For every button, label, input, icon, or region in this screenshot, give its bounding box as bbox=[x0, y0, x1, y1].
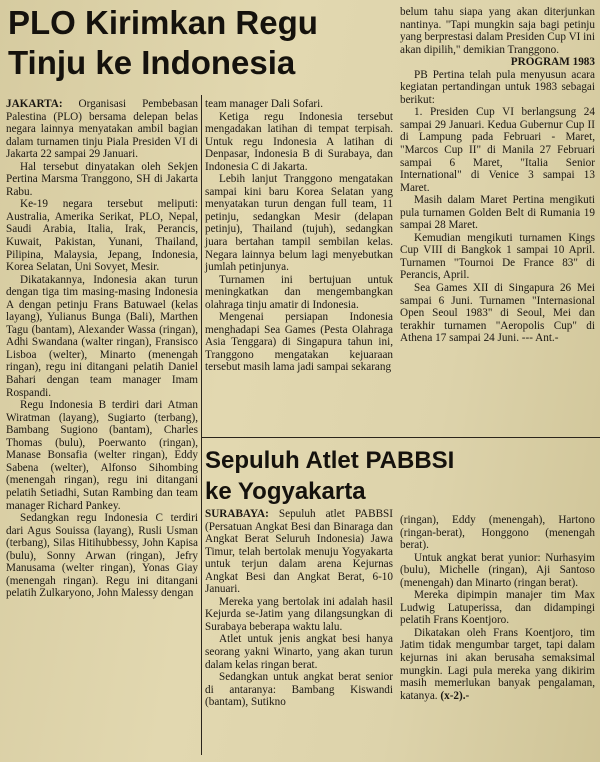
paragraph: PB Pertina telah pula menyusun acara kegiatan pertandingan untuk 1983 sebagai berikut: bbox=[400, 68, 595, 106]
article-2-column-2 bbox=[400, 514, 595, 702]
article-1-column-1 bbox=[6, 98, 198, 600]
paragraph: Dikatakannya, Indonesia akan turun dengan tiga tim masing-masing Indonesia A dengan petinju Frans Batuwael (kelas layang), Yulianus Bunga (Bali), Marthen Tagu (bantam), Alexander Wassa (ringan), Adhi Swandana (walter ringan), Fransisco Lisboa (welter), Minarto (menengah ringan), regu ini ditangani pelatih Daniel Bahari dengan team manager Imam Rospandi. bbox=[6, 273, 198, 399]
subheading-program: PROGRAM 1983 bbox=[510, 56, 595, 69]
article-2-column-1 bbox=[205, 508, 393, 709]
paragraph: Regu Indonesia B terdiri dari Atman Wiratman (layang), Sugiarto (terbang), Bambang Sugiono (bantam), Charles Thomas (bulu), Poerwanto (ringan), Manase Bonsafia (welter ringan), Eddy Sabena (welter), Alfonso Sihombing (menengah ringan), regu ini ditangani pelatih Setiadhi, Sutan Rambing dan team manager Richard Pankey. bbox=[6, 399, 198, 512]
article-1-column-3 bbox=[400, 6, 595, 345]
paragraph: Masih dalam Maret Pertina mengikuti pula turnamen Golden Belt di Rumania 19 sampai 28 Maret. bbox=[400, 194, 595, 232]
paragraph: Sea Games XII di Singapura 26 Mei sampai 6 Juni. Turnamen "Internasional Open Seoul 1983" di Seoul, Mei dan terakhir turnamen "Aeropolis Cup" di Athena 17 sampai 24 Juni. --- Ant.- bbox=[400, 282, 595, 345]
headline-2-line-1: Sepuluh Atlet PABBSI bbox=[205, 447, 455, 474]
paragraph: Atlet untuk jenis angkat besi hanya seorang yakni Winarto, yang akan turun dalam kelas ringan berat. bbox=[205, 633, 393, 671]
end-mark: (x-2).- bbox=[440, 689, 470, 702]
dateline: JAKARTA: bbox=[6, 98, 63, 110]
column-divider bbox=[201, 95, 202, 755]
paragraph bbox=[400, 627, 595, 702]
headline-1-line-1: PLO Kirimkan Regu bbox=[8, 4, 318, 41]
paragraph bbox=[6, 98, 198, 161]
paragraph: 1. Presiden Cup VI berlangsung 24 sampai 29 Januari. Kedua Gubernur Cup II di Lampung pada Februari - Maret, "Marcos Cup II" di Manila 27 Februari sampai 6 Maret, "Italia Senior International" di Venice 3 sampai 13 Maret. bbox=[400, 106, 595, 194]
paragraph: Mereka dipimpin manajer tim Max Ludwig Latuperissa, dan didampingi pelatih Frans Koentjoro. bbox=[400, 589, 595, 627]
headline-2-line-2: ke Yogyakarta bbox=[205, 478, 366, 505]
paragraph: (ringan), Eddy (menengah), Hartono (ringan-berat), Honggono (menengah berat). bbox=[400, 514, 595, 552]
article-1-column-2 bbox=[205, 98, 393, 374]
paragraph: Sedangkan regu Indonesia C terdiri dari Agus Souissa (layang), Rusli Usman (terbang), Silas Hitihubbessy, John Kapisa (bulu), Sonny Arwan (ringan), Jefry Manusama (welter ringan), Yonas Giay (menengah ringan). Regu ini ditangani pelatih Zulkaryono, John Malessy dengan bbox=[6, 512, 198, 600]
paragraph: team manager Dali Sofari. bbox=[205, 98, 324, 110]
paragraph: Mengenai persiapan Indonesia menghadapi Sea Games (Pesta Olahraga Asia Tenggara) di Singapura tahun ini, Tranggono mengatakan kejuaraan tersebut masih lama jadi sampai sekarang bbox=[205, 311, 393, 374]
paragraph: Kemudian mengikuti turnamen Kings Cup VIII di Bangkok 1 sampai 10 April. Turnamen "Tournoi De France 83" di Perancis, April. bbox=[400, 231, 595, 282]
paragraph: Untuk angkat berat yunior: Nurhasyim (bulu), Michelle (ringan), Aji Santoso (menengah) dan Minarto (ringan berat). bbox=[400, 551, 595, 589]
paragraph-text: Sepuluh atlet PABBSI (Persatuan Angkat Besi dan Binaraga dan Angkat Berat Seluruh Indonesia) Jawa Timur, telah bertolak menuju Yogyakarta untuk terjun dalam arena Kejurnas Angkat Besi dan Angkat Berat, 6-10 Januari. bbox=[205, 508, 393, 596]
paragraph: Turnamen ini bertujuan untuk meningkatkan dan mengembangkan olahraga tinju amatir di Indonesia. bbox=[205, 273, 393, 311]
headline-1-line-2: Tinju ke Indonesia bbox=[8, 44, 296, 81]
paragraph: Hal tersebut dinyatakan oleh Sekjen Pertina Marsma Tranggono, SH di Jakarta Rabu. bbox=[6, 160, 198, 198]
paragraph: Ketiga regu Indonesia tersebut mengadakan latihan di tempat terpisah. Untuk regu Indonesia A latihan di Denpasar, Indonesia B di Surabaya, dan Indonesia C di Jakarta. bbox=[205, 110, 393, 173]
paragraph-text: Dikatakan oleh Frans Koentjoro, tim Jatim tidak mengumbar target, tapi dalam kejurnas ini akan berusaha semaksimal mungkin. Lagi pula mereka yang dikirim masih memerlukan banyak pengalaman, katanya. bbox=[400, 626, 595, 702]
paragraph bbox=[205, 508, 393, 596]
paragraph: Mereka yang bertolak ini adalah hasil Kejurda se-Jatim yang dilangsungkan di Surabaya beberapa waktu lalu. bbox=[205, 595, 393, 633]
paragraph: Lebih lanjut Tranggono mengatakan sampai kini baru Korea Selatan yang menyatakan turun dengan full team, 11 petinju, sedangkan Mesir (delapan petinju), Thailand (tujuh), sedangkan juara bertahan tampil sembilan kelas. Negara lainnya belum lagi menyebutkan jumlah petinjunya. bbox=[205, 173, 393, 274]
paragraph-text: Organisasi Pembebasan Palestina (PLO) bersama delepan belas negara lainnya menyatakan ambil bagian dalam turnamen tinju Piala Presiden VI di Jakarta 22 sampai 29 Januari. bbox=[6, 98, 198, 161]
paragraph: Sedangkan untuk angkat berat senior di antaranya: Bambang Kiswandi (bantam), Sutikno bbox=[205, 671, 393, 709]
paragraph: Ke-19 negara tersebut meliputi: Australia, Amerika Serikat, PLO, Nepal, Saudi Arabia, Italia, Irak, Perancis, Kuwait, Pakistan, Yunani, Thailand, Pilipina, Malaysia, Jepang, Indonesia, Korea Selatan, Uni Sovyet, Mesir. bbox=[6, 198, 198, 274]
dateline: SURABAYA: bbox=[205, 508, 269, 520]
article-divider bbox=[202, 437, 600, 438]
paragraph: belum tahu siapa yang akan diterjunkan nantinya. "Tapi mungkin saja bagi petinju yang berprestasi dalam Presiden Cup VI ini akan dipilih," demikian Tranggono. bbox=[400, 6, 595, 56]
